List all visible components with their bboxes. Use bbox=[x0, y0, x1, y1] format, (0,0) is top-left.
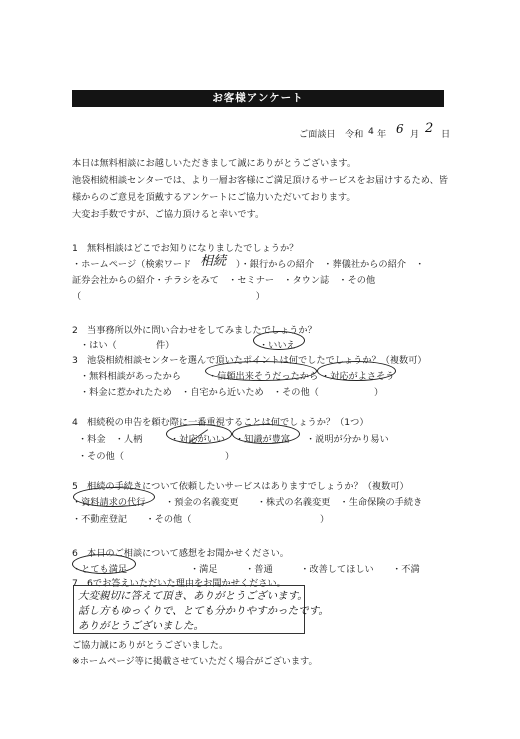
q6-option-very-satisfied: ・とても満足 bbox=[72, 564, 128, 575]
q4-option-other: ・その他（ ） bbox=[78, 451, 235, 462]
intro-line: 大変お手数ですが、ご協力頂けると幸いです。 bbox=[72, 209, 265, 220]
q7-answer-line: ありがとうございました。 bbox=[78, 620, 204, 632]
q4-option-fee: ・料金 ・人柄 bbox=[78, 434, 143, 445]
q2-yes-unit: 件） bbox=[156, 340, 175, 351]
q3-option-response: ・対応がよさそう bbox=[321, 371, 395, 382]
survey-title: お客様アンケート bbox=[72, 90, 444, 107]
q2-yes: ・はい（ bbox=[80, 340, 117, 351]
date-year: 4 bbox=[368, 126, 374, 137]
date-month-unit: 月 bbox=[410, 129, 420, 140]
q1-option-line2: 証券会社からの紹介・チラシをみて ・セミナー ・タウン誌 ・その他 bbox=[72, 275, 376, 286]
q7-question: 7 6でお答えいただいた理由をお聞かせください。 bbox=[72, 578, 286, 589]
thanks-text: ご協力誠にありがとうございました。 bbox=[72, 640, 229, 651]
intro-line: 本日は無料相談にお越しいただきまして誠にありがとうございます。 bbox=[72, 158, 357, 169]
q3-option-line2: ・料金に惹かれたため ・自宅から近いため ・その他（ ） bbox=[80, 387, 384, 398]
q5-option-docs: ・資料請求の代行 bbox=[72, 497, 146, 508]
q1-option-homepage: ・ホームページ（検索ワード bbox=[72, 259, 192, 270]
date-month: 6 bbox=[396, 122, 404, 136]
q4-option-response: ・対応がいい bbox=[170, 434, 226, 445]
q4-question: 4 相続税の申告を頼む際に一番重視することは何でしょうか？（1つ） bbox=[72, 417, 369, 428]
q5-option-line1: ・預金の名義変更 ・株式の名義変更 ・生命保険の手続き bbox=[165, 497, 423, 508]
q2-question: 2 当事務所以外に問い合わせをしてみましたでしょうか？ bbox=[72, 325, 317, 336]
q4-option-knowledge: ・知識が豊富 bbox=[235, 434, 291, 445]
q6-answer-circle bbox=[72, 554, 136, 574]
q1-question: 1 無料相談はどこでお知りになりましたでしょうか？ bbox=[72, 243, 299, 254]
q7-answer-line: 話し方もゆっくりで、とても分かりやすかったです。 bbox=[78, 605, 329, 617]
q1-keyword-answer: 相続 bbox=[200, 254, 227, 269]
intro-line: 池袋相続相談センターでは、より一層お客様にご満足頂けるサービスをお届けするため、皆 bbox=[72, 175, 448, 186]
date-year-unit: 年 bbox=[377, 129, 387, 140]
q3-trust-circle bbox=[205, 361, 317, 381]
q2-no: ・いいえ bbox=[259, 340, 296, 351]
publication-note: ※ホームページ等に掲載させていただく場合がございます。 bbox=[72, 656, 318, 667]
q1-option-bank: ）・銀行からの紹介 ・葬儀社からの紹介 ・ bbox=[236, 259, 425, 270]
q2-answer-circle bbox=[253, 331, 305, 350]
q1-other-field: （ ） bbox=[72, 291, 265, 302]
q5-option-line2: ・不動産登記 ・その他（ ） bbox=[72, 514, 330, 525]
q4-option-explain: ・説明が分かり易い bbox=[306, 434, 389, 445]
q6-question: 6 本日のご相談について感想をお聞かせください。 bbox=[72, 548, 289, 559]
q3-option-free: ・無料相談があったから bbox=[80, 371, 181, 382]
q6-option-line1: ・満足 ・普通 ・改善してほしい ・不満 bbox=[190, 564, 420, 575]
date-label: ご面談日 令和 bbox=[299, 129, 364, 140]
q4-knowledge-circle bbox=[232, 424, 300, 444]
q5-question: 5 相続の手続きについて依頼したいサービスはありますでしょうか？（複数可） bbox=[72, 481, 409, 492]
q3-response-circle bbox=[317, 361, 396, 381]
intro-line: 様からのご意見を頂戴するアンケートにご協力いただいております。 bbox=[72, 192, 356, 203]
q3-option-trust: ・信頼出来そうだったから bbox=[208, 371, 319, 382]
date-day: 2 bbox=[425, 121, 434, 136]
q5-docs-circle bbox=[73, 487, 155, 507]
q7-answer-line: 大変親切に答えて頂き、ありがとうございます。 bbox=[78, 590, 308, 602]
date-day-unit: 日 bbox=[441, 129, 451, 140]
q3-question: 3 池袋相続相談センターを選んで頂いたポイントは何でしたでしょうか？（複数可） bbox=[72, 355, 427, 366]
